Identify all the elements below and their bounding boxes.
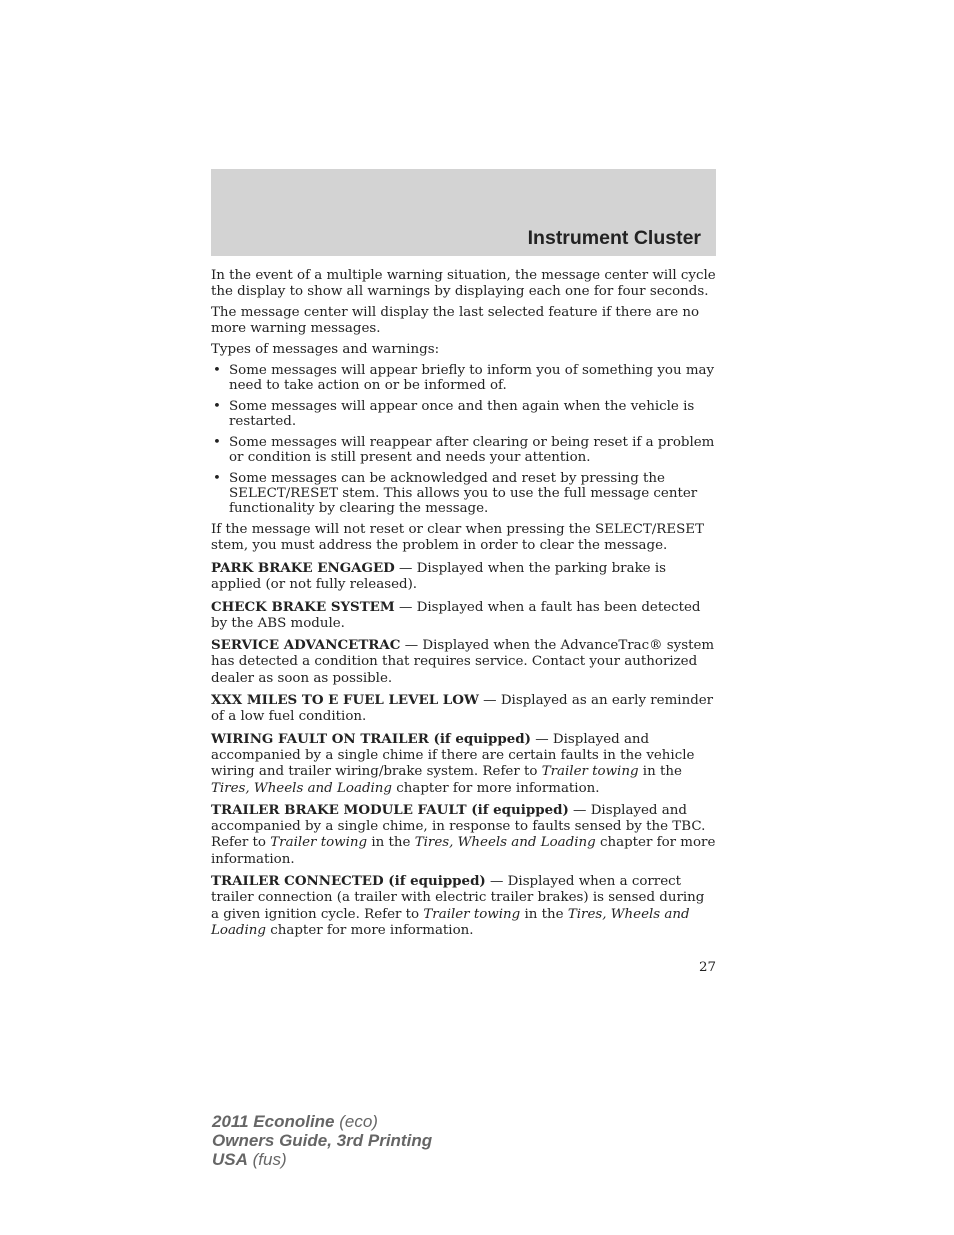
- section-title: Instrument Cluster: [527, 227, 701, 249]
- entry-check-brake: CHECK BRAKE SYSTEM — Displayed when a fault has been detected by the ABS module.: [211, 598, 701, 631]
- entry-park-brake: PARK BRAKE ENGAGED — Displayed when the parking brake is applied (or not fully released).: [211, 560, 667, 593]
- cross-reference: Tires, Wheels and Loading: [211, 780, 392, 796]
- list-item: • Some messages will reappear after clearing or being reset if a problem or condition is still present and needs your attention.: [213, 435, 715, 465]
- footer-guide-line: Owners Guide, 3rd Printing: [212, 1131, 433, 1150]
- entry-trailer-connected: TRAILER CONNECTED (if equipped) — Displayed when a correct trailer connection (a trailer with electric trailer brakes) is sensed during a given ignition cycle. Refer to Trailer towing in the Tires, Wheels and Loading chapter for more information.: [211, 873, 705, 938]
- cross-reference: Tires, Wheels and Loading: [211, 906, 690, 938]
- page-content: [211, 268, 716, 944]
- entry-term: CHECK BRAKE SYSTEM: [211, 598, 395, 615]
- entry-term: WIRING FAULT ON TRAILER (if equipped): [211, 730, 531, 747]
- footer-model-line: 2011 Econoline (eco): [212, 1112, 378, 1131]
- section-header-bar: [211, 169, 716, 256]
- cross-reference: Trailer towing: [270, 835, 368, 851]
- footer-market-line: USA (fus): [212, 1150, 287, 1169]
- entry-fuel-low: XXX MILES TO E FUEL LEVEL LOW — Displayed as an early reminder of a low fuel condition.: [211, 692, 714, 725]
- entry-trailer-brake-module: TRAILER BRAKE MODULE FAULT (if equipped) — Displayed and accompanied by a single chime, in response to faults sensed by the TBC. Refer to Trailer towing in the Tires, Wheels and Loading chapter for more information.: [211, 801, 716, 867]
- document-footer: [212, 1112, 432, 1169]
- intro-paragraph-3: Types of messages and warnings:: [211, 342, 440, 357]
- bullet-icon: •: [213, 399, 221, 414]
- message-types-list: [211, 363, 716, 516]
- entry-advancetrac: SERVICE ADVANCETRAC — Displayed when the AdvanceTrac® system has detected a condition that requires service. Contact your authorized dealer as soon as possible.: [211, 637, 715, 686]
- entry-term: TRAILER BRAKE MODULE FAULT (if equipped): [211, 801, 569, 818]
- entry-term: XXX MILES TO E FUEL LEVEL LOW: [211, 692, 479, 709]
- list-item: • Some messages will appear briefly to inform you of something you may need to take action on or be informed of.: [213, 363, 715, 393]
- cross-reference: Trailer towing: [541, 764, 639, 780]
- entry-term: PARK BRAKE ENGAGED: [211, 560, 395, 576]
- cross-reference: Tires, Wheels and Loading: [414, 835, 596, 851]
- list-item: • Some messages will appear once and then again when the vehicle is restarted.: [213, 399, 695, 429]
- bullet-icon: •: [213, 471, 221, 486]
- entry-term: SERVICE ADVANCETRAC: [211, 637, 401, 654]
- intro-paragraph-1: In the event of a multiple warning situation, the message center will cycle the display to show all warnings by displaying each one for four seconds.: [211, 268, 716, 299]
- entry-wiring-fault: WIRING FAULT ON TRAILER (if equipped) — Displayed and accompanied by a single chime if there are certain faults in the vehicle wiring and trailer wiring/brake system. Refer to Trailer towing in the Tires, Wheels and Loading chapter for more information.: [211, 730, 695, 796]
- list-item: • Some messages can be acknowledged and reset by pressing the SELECT/RESET stem. This allows you to use the full message center functionality by clearing the message.: [213, 471, 698, 516]
- entry-term: TRAILER CONNECTED (if equipped): [211, 873, 486, 890]
- bullet-icon: •: [213, 435, 221, 450]
- intro-paragraph-2: The message center will display the last selected feature if there are no more warning messages.: [211, 305, 700, 336]
- bullet-icon: •: [213, 363, 221, 378]
- page-number: 27: [698, 960, 716, 975]
- reset-note: If the message will not reset or clear when pressing the SELECT/RESET stem, you must address the problem in order to clear the message.: [211, 522, 705, 553]
- cross-reference: Trailer towing: [423, 906, 521, 922]
